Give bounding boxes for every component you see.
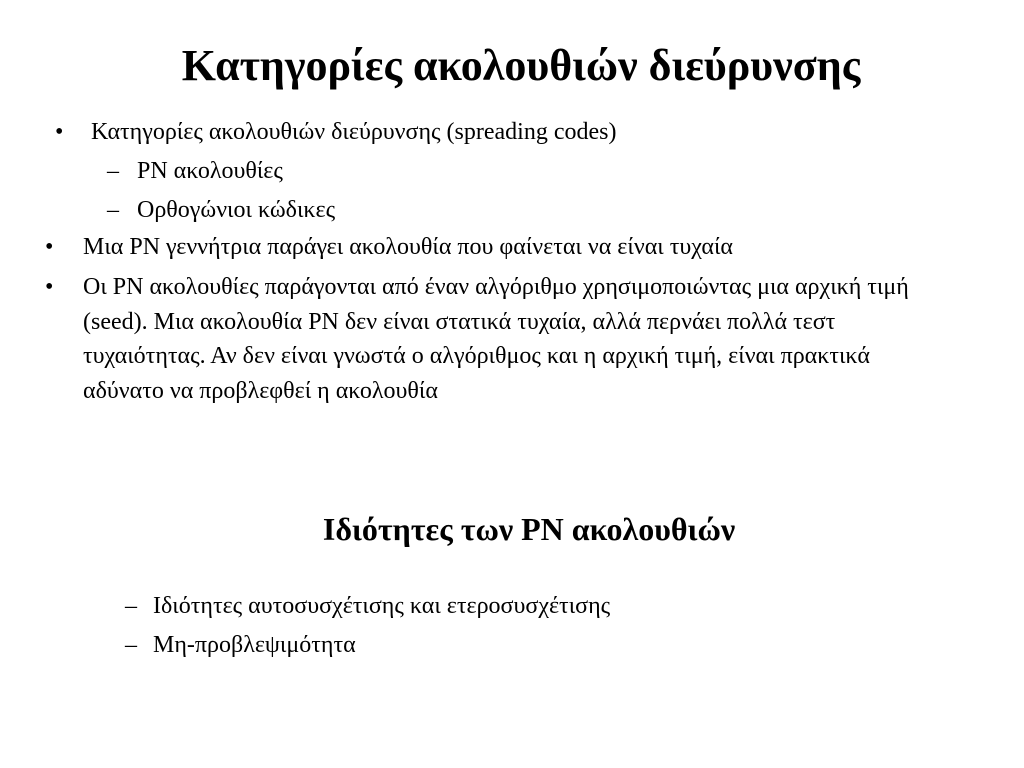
dash-marker: – (125, 632, 137, 658)
section-item-unpredictability (125, 628, 825, 662)
subitem-pn-sequences (107, 154, 807, 188)
bullet-text: Μια PN γεννήτρια παράγει ακολουθία που φαίνεται να είναι τυχαία (83, 234, 733, 260)
bullet-text: Κατηγορίες ακολουθιών διεύρυνσης (spreading codes) (91, 119, 617, 145)
dash-marker: – (125, 593, 137, 619)
section-item-correlation (125, 589, 825, 623)
subitem-text: Ορθογώνιοι κώδικες (137, 197, 336, 223)
bullet-spreading-codes (55, 115, 955, 149)
section-item-text: Μη-προβλεψιμότητα (153, 632, 356, 658)
bullet-pn-algorithm (45, 270, 935, 408)
bullet-pn-generator (45, 230, 945, 264)
bullet-marker: • (45, 234, 54, 260)
subitem-text: PN ακολουθίες (137, 158, 283, 184)
subitem-orthogonal-codes (107, 193, 807, 227)
bullet-marker: • (45, 274, 54, 300)
section-item-text: Ιδιότητες αυτοσυσχέτισης και ετεροσυσχέτισης (153, 593, 611, 619)
bullet-marker: • (55, 119, 64, 145)
section-title: Ιδιότητες των PN ακολουθιών (322, 511, 736, 547)
dash-marker: – (107, 158, 119, 184)
slide-title: Κατηγορίες ακολουθιών διεύρυνσης (181, 41, 861, 90)
dash-marker: – (107, 197, 119, 223)
bullet-text: Οι PN ακολουθίες παράγονται από έναν αλγόριθμο χρησιμοποιώντας μια αρχική τιμή (seed). Μια ακολουθία PN δεν είναι στατικά τυχαία, αλλά περνάει πολλά τεστ τυχαιότητας. Αν δεν είναι γνωστά ο αλγόριθμος και η αρχική τιμή, είναι πρακτικά αδύνατο να προβλεφθεί η ακολουθία (83, 274, 909, 404)
